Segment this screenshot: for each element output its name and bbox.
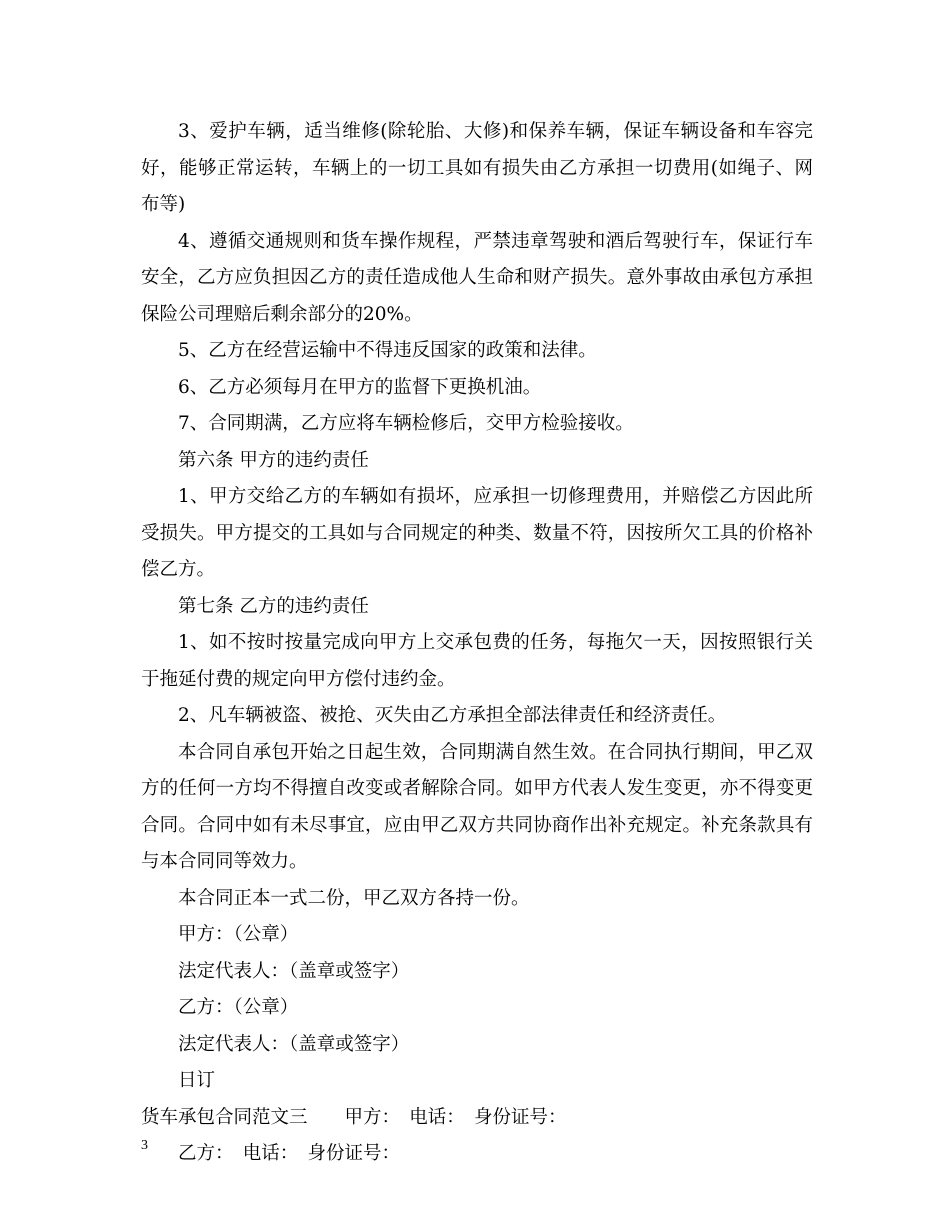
- article-heading: 第六条 甲方的违约责任: [178, 449, 369, 471]
- signature-line: 乙方：（公章）: [178, 997, 299, 1018]
- next-contract-title: 货车承包合同范文三 甲方： 电话： 身份证号：: [141, 1106, 567, 1128]
- party-b-line: 乙方： 电话： 身份证号：: [178, 1143, 401, 1164]
- clause-paragraph: 7、合同期满，乙方应将车辆检修后，交甲方检验接收。: [178, 413, 634, 434]
- signature-line: 法定代表人：（盖章或签字）: [178, 960, 410, 982]
- clause-paragraph: 本合同正本一式二份，甲乙双方各持一份。: [178, 887, 530, 909]
- clause-paragraph: 5、乙方在经营运输中不得违反国家的政策和法律。: [178, 340, 597, 361]
- article-heading: 第七条 乙方的违约责任: [178, 595, 369, 617]
- document-body: [141, 114, 813, 1173]
- clause-paragraph: 1、如不按时按量完成向甲方上交承包费的任务，每拖欠一天，因按照银行关于拖延付费的规定向甲方偿付违约金。: [141, 632, 813, 690]
- clause-paragraph: 3、爱护车辆，适当维修(除轮胎、大修)和保养车辆，保证车辆设备和车容完好，能够正常运转，车辆上的一切工具如有损失由乙方承担一切费用(如绳子、网布等): [141, 121, 813, 215]
- signature-line: 法定代表人：（盖章或签字）: [178, 1033, 410, 1055]
- signature-line: 甲方：（公章）: [178, 924, 299, 945]
- clause-paragraph: 2、凡车辆被盗、被抢、灭失由乙方承担全部法律责任和经济责任。: [178, 705, 727, 726]
- clause-paragraph: 本合同自承包开始之日起生效，合同期满自然生效。在合同执行期间，甲乙双方的任何一方均不得擅自改变或者解除合同。如甲方代表人发生变更，亦不得变更合同。合同中如有未尽事宜，应由甲乙双方共同协商作出补充规定。补充条款具有与本合同同等效力。: [141, 741, 813, 872]
- date-line: 日订: [178, 1070, 216, 1091]
- clause-paragraph: 4、遵循交通规则和货车操作规程，严禁违章驾驶和酒后驾驶行车，保证行车安全，乙方应负担因乙方的责任造成他人生命和财产损失。意外事故由承包方承担保险公司理赔后剩余部分的20%。: [141, 230, 813, 325]
- clause-paragraph: 6、乙方必须每月在甲方的监督下更换机油。: [178, 376, 542, 398]
- page-number: 3: [141, 1138, 148, 1153]
- clause-paragraph: 1、甲方交给乙方的车辆如有损坏，应承担一切修理费用，并赔偿乙方因此所受损失。甲方提交的工具如与合同规定的种类、数量不符，因按所欠工具的价格补偿乙方。: [141, 486, 813, 580]
